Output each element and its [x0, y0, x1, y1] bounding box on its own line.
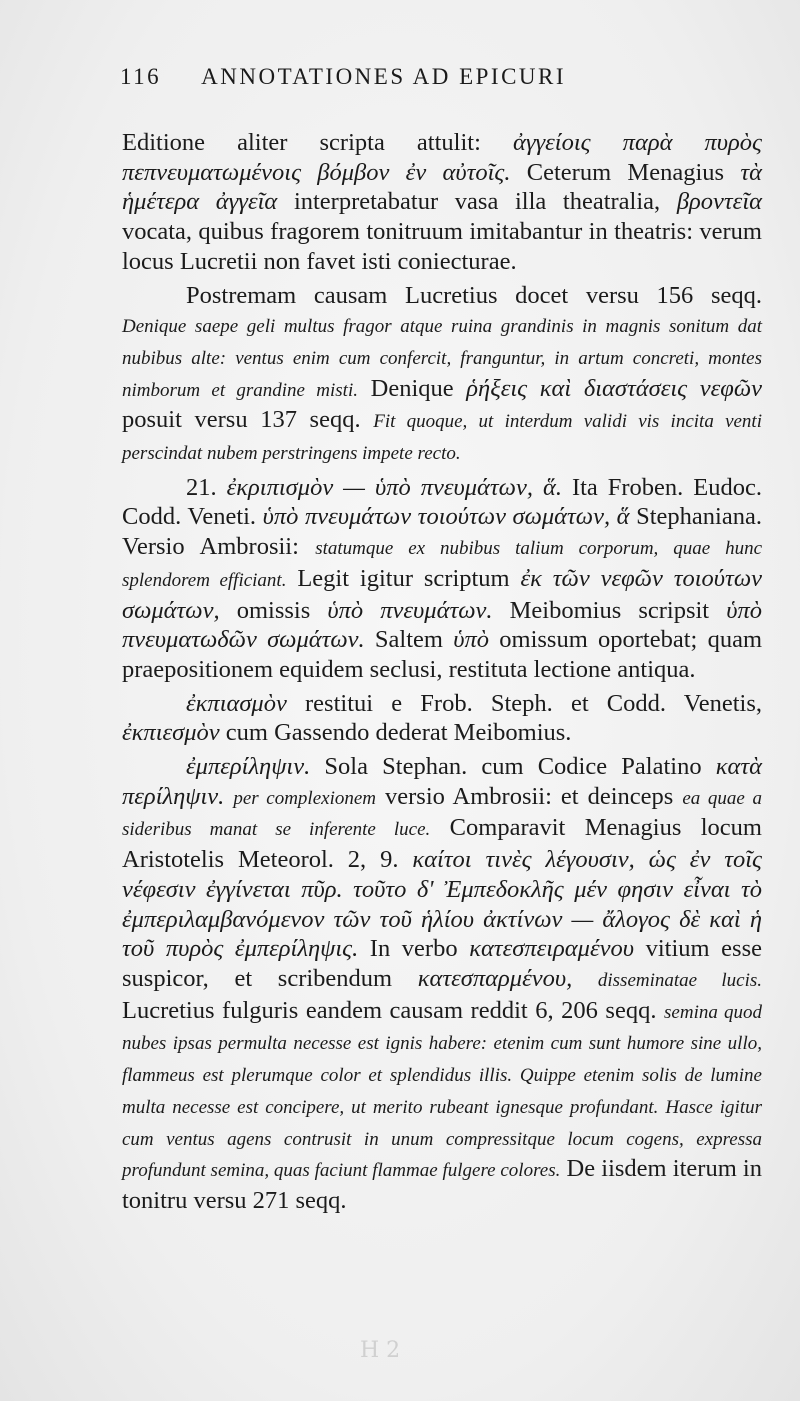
latin-quote: ea quae a sideribus manat se inferente luce.	[122, 787, 762, 841]
paragraph-1	[122, 128, 762, 277]
text-run: Sola Stephan. cum Codice Palatino	[310, 753, 716, 781]
greek-quote: ἐκ τῶν νεφῶν τοιούτων σωμάτων,	[122, 564, 762, 624]
text-run	[572, 965, 598, 992]
latin-quote: statumque ex nubibus talium corporum, quae hunc splendorem efficiant.	[122, 538, 762, 591]
text-run: omissum oportebat; quam praepositionem equidem seclusi, restituta lectione antiqua.	[122, 626, 762, 683]
paragraph-2	[122, 281, 762, 469]
text-run: vocata, quibus fragorem tonitruum imitabantur in theatris: verum locus Lucretii non favet isti coniecturae.	[122, 218, 762, 275]
text-run: De iisdem iterum in tonitru versu 271 seqq.	[122, 1155, 762, 1214]
latin-quote: Denique saepe geli multus fragor atque ruina grandinis in magnis sonitum dat nubibus alte: ventus enim cum confercit, franguntur, in artum concreti, montes nimborum et grandine misti.	[122, 316, 762, 401]
text-run: posuit versu 137 seqq.	[122, 406, 374, 434]
latin-quote: per complexionem	[233, 787, 377, 809]
text-run: Lucretius fulguris eandem causam reddit 6, 206 seqq.	[122, 996, 665, 1024]
text-run: Stephaniana. Versio Ambrosii:	[122, 503, 762, 561]
text-run: Editione aliter scripta attulit:	[122, 129, 513, 156]
greek-quote: ἐκριπισμὸν — ὑπὸ πνευμάτων, ἅ.	[226, 473, 562, 501]
text-run	[224, 783, 233, 810]
greek-quote: κατεσπαρμένου,	[417, 964, 573, 992]
greek-quote: ἐμπερίληψιν.	[186, 753, 311, 781]
latin-quote: semina quod nubes ipsas permulta necesse est ignis habere: etenim cum sunt humore sine ullo, flammeus est plerumque color et splendidus illis. Quippe etenim solis de lumine multa necesse est concipere, ut merito rubeant ignesque profundant. Hasce igitur cum ventus agens contrusit in unum compressitque locum cogens, expressa profundunt semina, quas faciunt flammae fulgere colores.	[122, 1001, 763, 1182]
text-run: restitui e Frob. Steph. et Codd. Venetis,	[286, 689, 762, 717]
greek-quote: ἐκπιεσμὸν	[122, 719, 220, 747]
latin-quote: disseminatae lucis.	[597, 969, 762, 991]
paragraph-4	[122, 689, 762, 748]
greek-quote: ὑπὸ πνευματωδῶν σωμάτων.	[122, 596, 763, 654]
greek-quote: ὑπὸ πνευμάτων τοιούτων σωμάτων, ἅ	[262, 503, 630, 531]
text-run: versio Ambrosii: et deinceps	[376, 782, 683, 810]
greek-quote: ἀγγείοις παρὰ πυρὸς πεπνευματωμένοις βόμβον ἐν αὐτοῖς.	[122, 129, 762, 186]
greek-quote: κατὰ περίληψιν.	[122, 753, 762, 810]
running-header	[120, 64, 680, 90]
latin-quote: Fit quoque, ut interdum validi vis incita venti perscindat nubem perstringens impete recto.	[122, 411, 762, 465]
paragraph-5	[122, 752, 762, 1216]
text-run: 21.	[186, 473, 227, 501]
text-run: Legit igitur scriptum	[286, 564, 521, 592]
text-run: Meibomius scripsit	[492, 596, 727, 624]
greek-quote: βροντεῖα	[676, 188, 763, 216]
paragraph-3	[122, 473, 762, 685]
greek-quote: καίτοι τινὲς λέγουσιν, ὡς ἐν τοῖς νέφεσιν ἐγγίνεται πῦρ. τοῦτο δ' Ἐμπεδοκλῆς μέν φησιν εἶναι τὸ ἐμπεριλαμβανόμενον τῶν τοῦ ἡλίου ἀκτίνων — ἄλογος δὲ καὶ ἡ τοῦ πυρὸς ἐμπερίληψις.	[122, 846, 762, 963]
text-run: Denique	[357, 374, 467, 402]
signature-mark: H 2	[360, 1338, 401, 1363]
running-title: ANNOTATIONES AD EPICURI	[201, 64, 567, 89]
text-run: vitium esse suspicor, et scribendum	[122, 935, 762, 992]
greek-quote: κατεσπειραμένου	[469, 935, 634, 963]
page-number: 116	[120, 64, 162, 89]
text-run: Ceterum Menagius	[510, 158, 741, 186]
text-run: cum Gassendo dederat Meibomius.	[219, 719, 572, 747]
greek-quote: ἐκπιασμὸν	[186, 689, 287, 717]
text-run: Postremam causam Lucretius docet versu 156 seqq.	[186, 281, 762, 309]
text-run: In verbo	[358, 935, 470, 963]
text-run: Comparavit Menagius locum Aristotelis Meteorol. 2, 9.	[122, 814, 762, 874]
text-run: Saltem	[364, 626, 454, 654]
annotation-body	[122, 128, 762, 1216]
text-run: Ita Froben. Eudoc. Codd. Veneti.	[122, 473, 763, 531]
greek-quote: ῥήξεις καὶ διαστάσεις νεφῶν	[466, 374, 763, 402]
greek-quote: τὰ ἡμέτερα ἀγγεῖα	[122, 158, 762, 216]
text-run: omissis	[219, 596, 328, 624]
greek-quote: ὑπὸ πνευμάτων.	[327, 596, 493, 624]
greek-quote: ὑπὸ	[453, 626, 490, 654]
text-run: interpretabatur vasa illa theatralia,	[277, 188, 677, 216]
